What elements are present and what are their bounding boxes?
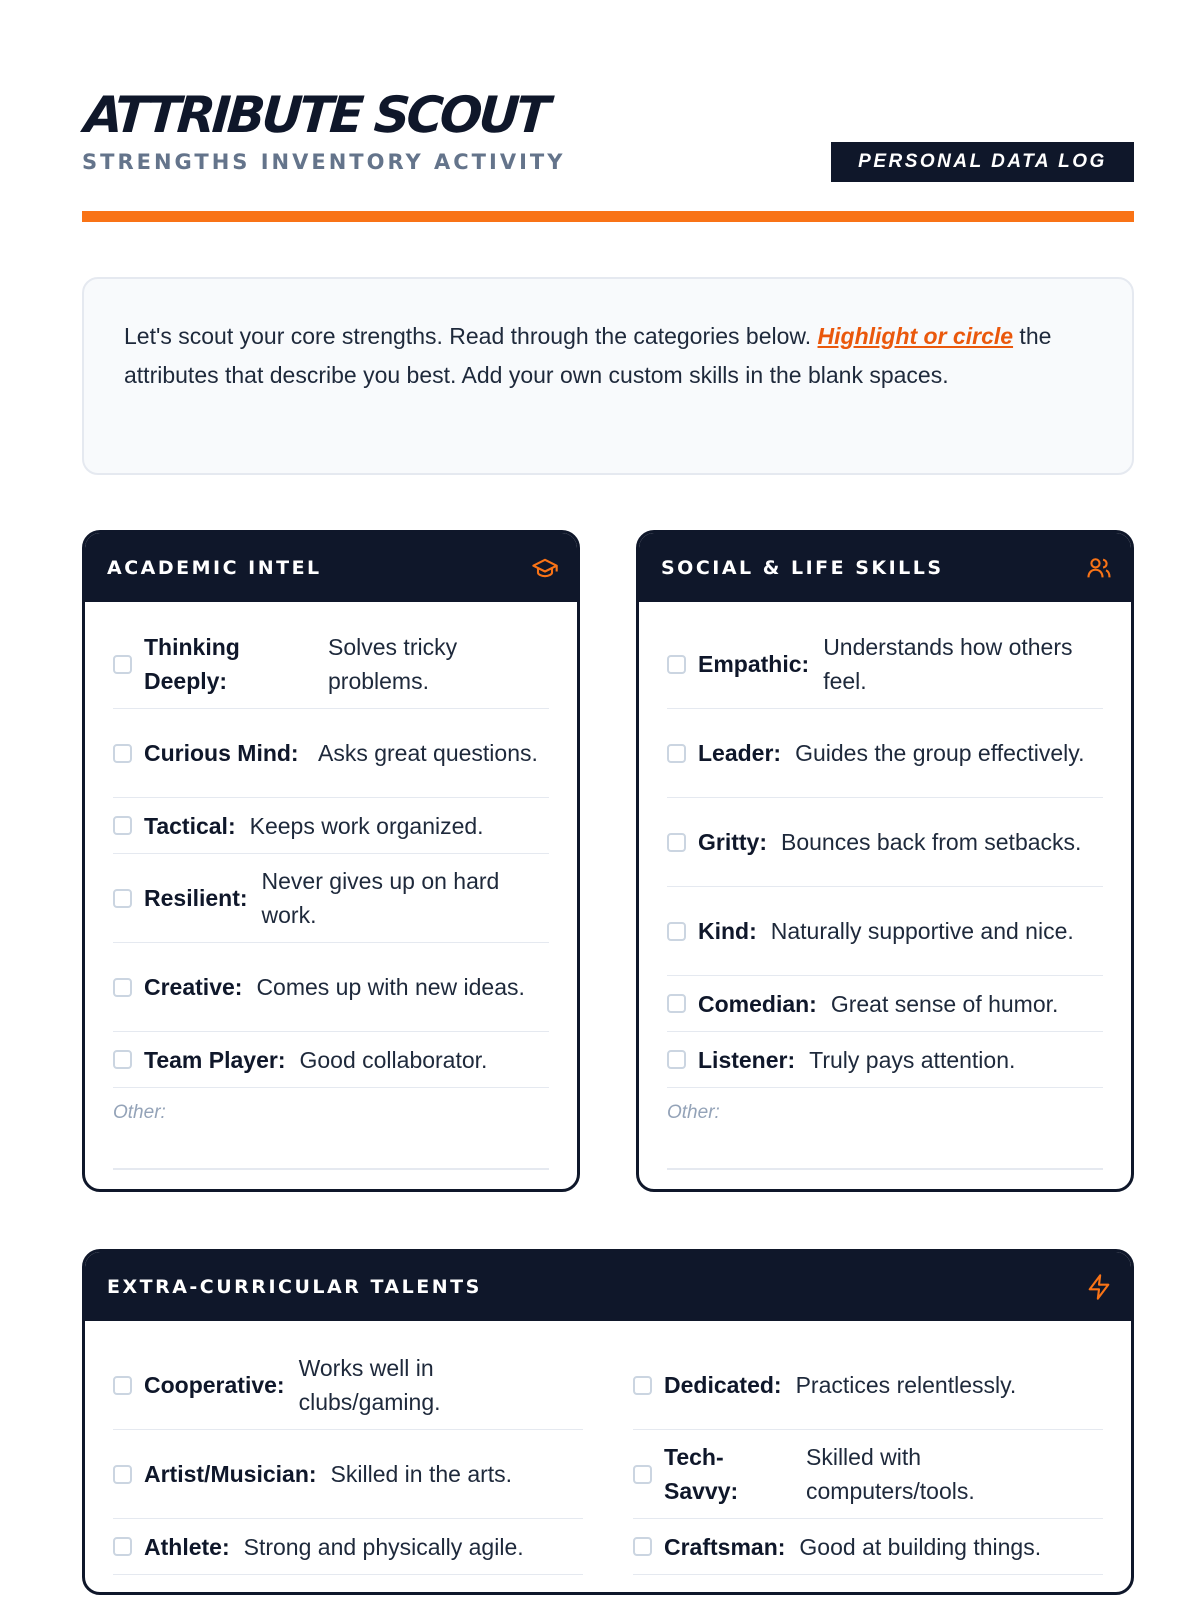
attribute-row: [667, 887, 1103, 976]
attribute-description: Keeps work organized.: [249, 812, 484, 839]
attribute-row: [113, 620, 549, 709]
attribute-label: Tactical:: [144, 812, 236, 839]
attribute-label: Cooperative:: [144, 1372, 285, 1398]
social-life-skills-card: [636, 530, 1134, 1192]
other-field[interactable]: Other:: [667, 1088, 1103, 1170]
attribute-description: Understands how others feel.: [823, 634, 1073, 694]
extra-right-column: [633, 1341, 1103, 1575]
attribute-row: [113, 798, 549, 854]
attribute-checkbox[interactable]: [667, 833, 686, 852]
graduation-cap-icon: [531, 554, 559, 582]
attribute-row: [667, 709, 1103, 798]
attribute-row: [113, 709, 549, 798]
attribute-description: Skilled in the arts.: [330, 1461, 513, 1487]
instructions-text-after: the attributes that describe you best. Add your own custom skills in the blank spaces.: [124, 323, 1052, 388]
attribute-row: [633, 1519, 1103, 1575]
attribute-label: Kind:: [698, 918, 757, 944]
attribute-description: Works well in clubs/gaming.: [298, 1355, 441, 1415]
attribute-label: Craftsman:: [664, 1533, 786, 1560]
card-header: [85, 1252, 1131, 1321]
attribute-label: Leader:: [698, 740, 782, 766]
attribute-description: Skilled with computers/tools.: [806, 1444, 975, 1504]
attribute-checkbox[interactable]: [113, 1465, 132, 1484]
attribute-row: [113, 1032, 549, 1088]
attribute-row: [667, 620, 1103, 709]
attribute-label: Team Player:: [144, 1046, 286, 1073]
instructions-highlight: Highlight or circle: [817, 323, 1014, 349]
attribute-row: [113, 854, 549, 943]
attribute-checkbox[interactable]: [113, 744, 132, 763]
attribute-checkbox[interactable]: [633, 1537, 652, 1556]
attribute-description: Great sense of humor.: [830, 990, 1059, 1017]
attribute-description: Truly pays attention.: [809, 1046, 1016, 1073]
page-title: ATTRIBUTE SCOUT: [82, 86, 549, 144]
attribute-checkbox[interactable]: [667, 1050, 686, 1069]
attribute-row: [113, 943, 549, 1032]
other-field[interactable]: Other:: [113, 1088, 549, 1170]
personal-data-log-badge: PERSONAL DATA LOG: [831, 142, 1134, 182]
attribute-description: Strong and physically agile.: [243, 1533, 524, 1560]
users-icon: [1085, 554, 1113, 582]
attribute-label: Curious Mind:: [144, 740, 299, 766]
instructions-text-before: Let's scout your core strengths. Read through the categories below.: [124, 323, 818, 349]
attribute-checkbox[interactable]: [667, 922, 686, 941]
card-title: ACADEMIC INTEL: [107, 556, 322, 579]
attribute-label: Gritty:: [698, 829, 767, 855]
attribute-checkbox[interactable]: [667, 994, 686, 1013]
extra-left-column: [113, 1341, 583, 1575]
attribute-row: [633, 1341, 1103, 1430]
attribute-row: [667, 976, 1103, 1032]
page-header: [82, 80, 1134, 177]
attribute-checkbox[interactable]: [633, 1465, 652, 1484]
card-header: [639, 533, 1131, 602]
attribute-checkbox[interactable]: [667, 744, 686, 763]
orange-divider: [82, 211, 1134, 222]
lightning-icon: [1085, 1273, 1113, 1301]
card-title: SOCIAL & LIFE SKILLS: [661, 556, 944, 579]
attribute-row: [667, 798, 1103, 887]
attribute-label: Athlete:: [144, 1533, 230, 1560]
attribute-checkbox[interactable]: [667, 655, 686, 674]
attribute-description: Comes up with new ideas.: [256, 974, 525, 1000]
attribute-checkbox[interactable]: [113, 1537, 132, 1556]
attribute-label: Listener:: [698, 1046, 796, 1073]
attribute-label: Empathic:: [698, 651, 810, 677]
extra-curricular-card: [82, 1249, 1134, 1595]
attribute-checkbox[interactable]: [113, 816, 132, 835]
attribute-label: Creative:: [144, 974, 243, 1000]
attribute-description: Good at building things.: [799, 1533, 1042, 1560]
attribute-description: Practices relentlessly.: [795, 1372, 1017, 1398]
attribute-checkbox[interactable]: [113, 978, 132, 997]
attribute-description: Naturally supportive and nice.: [770, 918, 1074, 944]
card-header: [85, 533, 577, 602]
attribute-checkbox[interactable]: [113, 889, 132, 908]
attribute-row: [113, 1341, 583, 1430]
attribute-description: Asks great questions.: [318, 740, 538, 766]
page-subtitle: STRENGTHS INVENTORY ACTIVITY: [82, 150, 566, 174]
attribute-row: [113, 1430, 583, 1519]
attribute-label: Dedicated:: [664, 1372, 782, 1398]
attribute-row: [667, 1032, 1103, 1088]
attribute-checkbox[interactable]: [113, 655, 132, 674]
attribute-row: [113, 1519, 583, 1575]
academic-intel-card: [82, 530, 580, 1192]
attribute-row: [633, 1430, 1103, 1519]
attribute-label: Tech-Savvy:: [664, 1444, 739, 1504]
attribute-label: Artist/Musician:: [144, 1461, 317, 1487]
attribute-checkbox[interactable]: [633, 1376, 652, 1395]
instructions-box: [82, 277, 1134, 475]
attribute-description: Guides the group effectively.: [795, 740, 1085, 766]
attribute-label: Resilient:: [144, 885, 248, 911]
card-title: EXTRA-CURRICULAR TALENTS: [107, 1275, 482, 1298]
attribute-label: Thinking Deeply:: [144, 634, 240, 694]
attribute-description: Never gives up on hard work.: [261, 868, 500, 928]
attribute-checkbox[interactable]: [113, 1376, 132, 1395]
attribute-description: Bounces back from setbacks.: [781, 829, 1082, 855]
attribute-description: Solves tricky problems.: [328, 634, 458, 694]
attribute-checkbox[interactable]: [113, 1050, 132, 1069]
attribute-label: Comedian:: [698, 990, 817, 1017]
attribute-description: Good collaborator.: [299, 1046, 488, 1073]
